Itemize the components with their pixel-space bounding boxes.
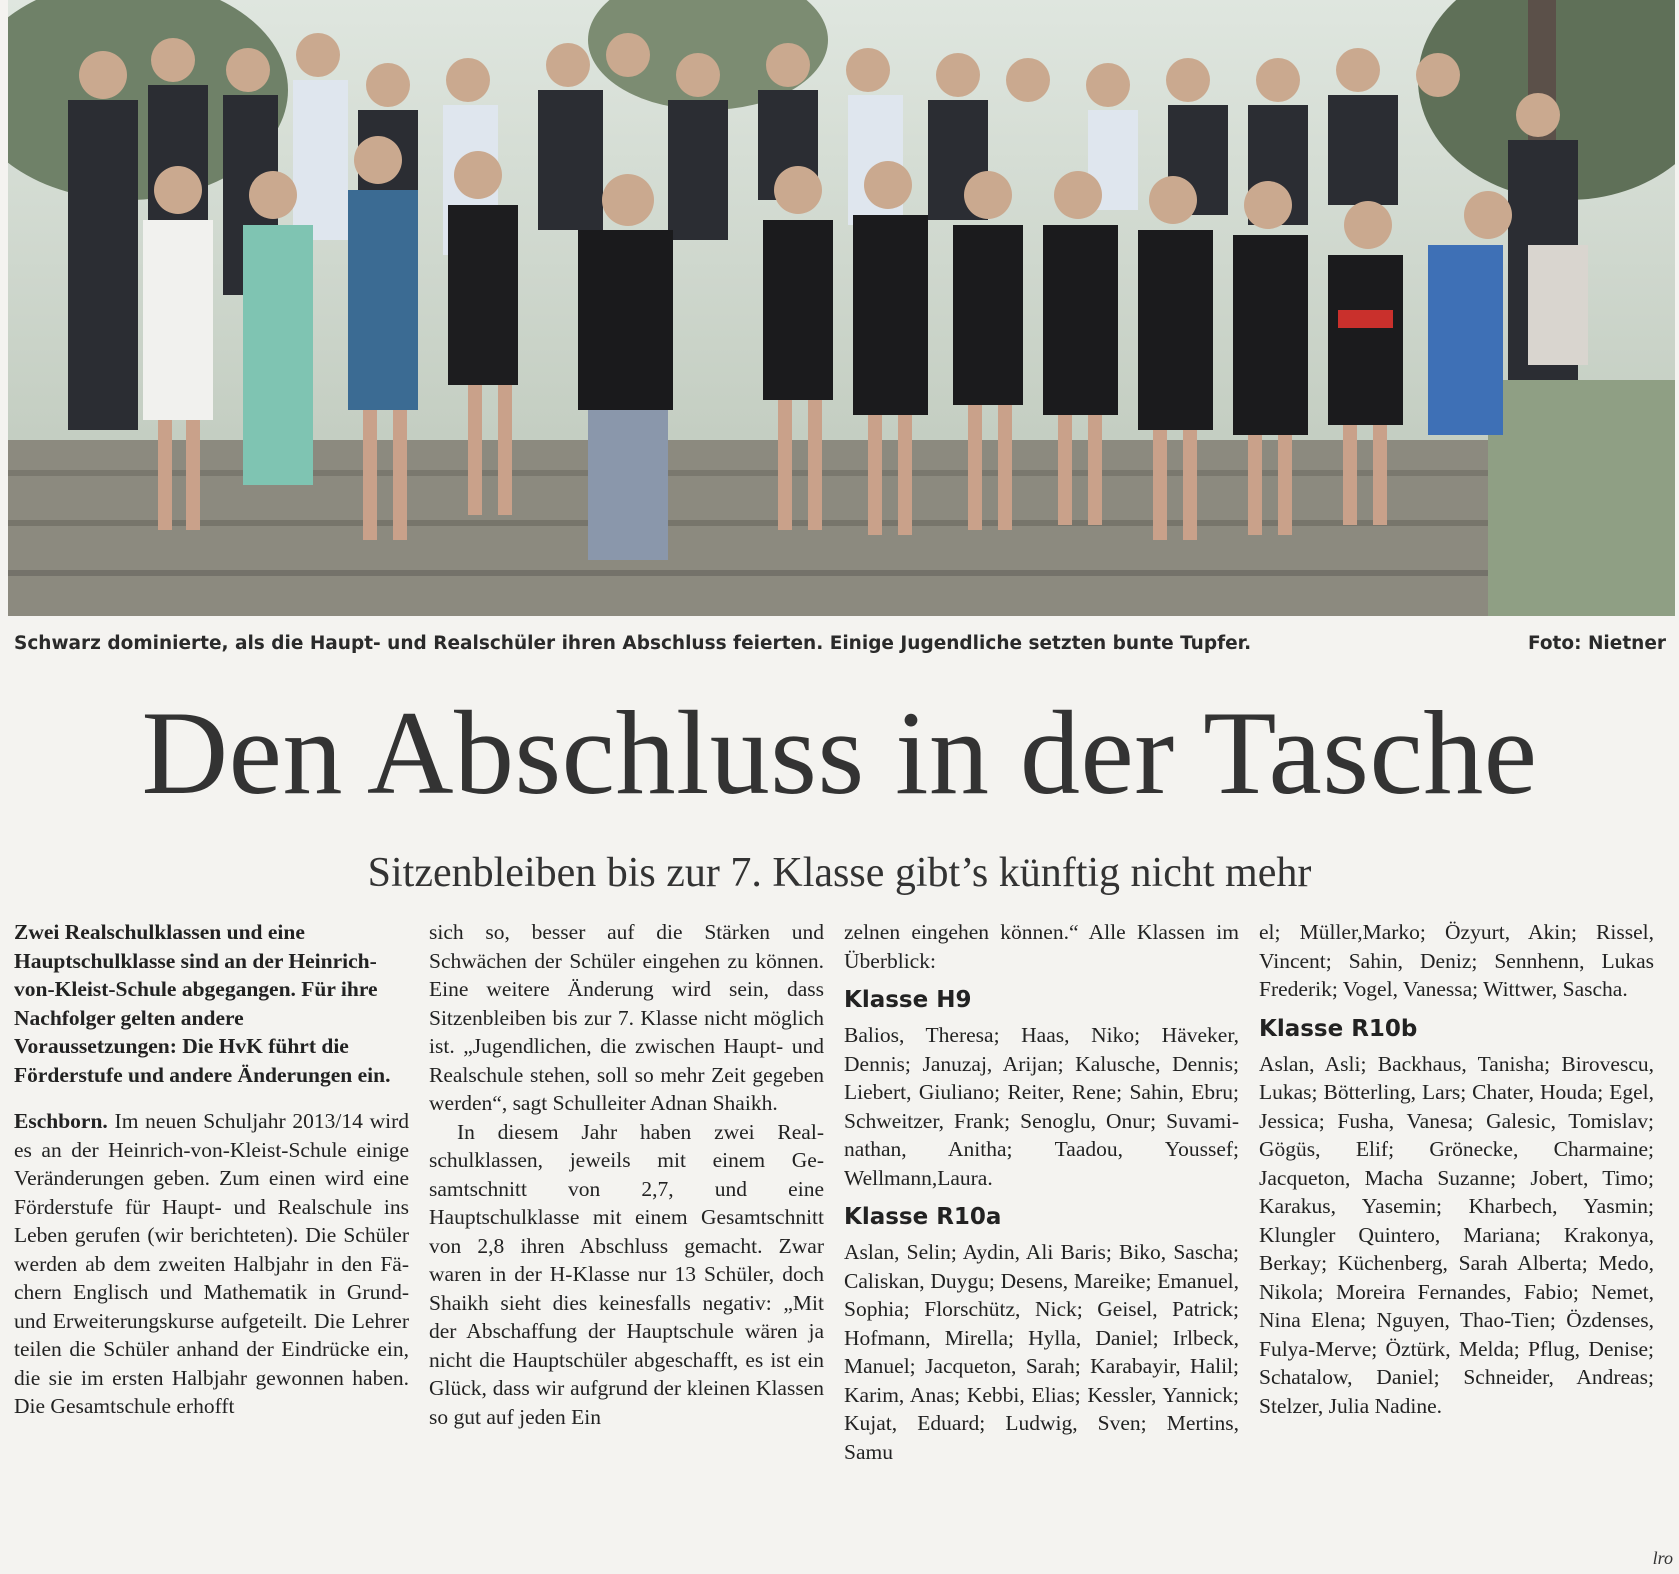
names-h9: Balios, Theresa; Haas, Niko; Häveker, Dennis; Januzaj, Arijan; Kalusche, Dennis; Liebert, Giuliano; Reiter, Rene; Sahin, Ebru; Schweitzer, Frank; Senoglu, Onur; Suvaminathan, Anitha; Taadou, Youssef; Wellmann,Laura. xyxy=(844,1023,1239,1190)
paragraph-3: In diesem Jahr haben zwei Realschulklassen, jeweils mit einem Gesamtschnitt von 2,7, und eine Hauptschulklasse mit einem Gesamtschnitt von 2,8 ihren Abschluss gemacht. Zwar waren in der H-Klasse nur 13 Schüler, doch Shaikh sieht dies keinesfalls negativ: „Mit der Abschaffung der Hauptschule wären ja nicht die Hauptschüler abgeschafft, es ist ein Glück, dass wir aufgrund der kleinen Klassen so gut auf jeden Ein xyxy=(429,1119,824,1429)
subheadline: Sitzenbleiben bis zur 7. Klasse gibt’s künftig nicht mehr xyxy=(367,850,1312,896)
group-photo-graduates-icon xyxy=(8,0,1675,616)
photo-caption xyxy=(14,630,1666,656)
column-2 xyxy=(429,918,824,1568)
group-photo xyxy=(8,0,1675,616)
dateline: Eschborn. xyxy=(14,1109,108,1133)
section-heading-r10a: Klasse R10a xyxy=(844,1204,1002,1230)
column-1 xyxy=(14,918,409,1568)
article-lead: Zwei Realschulklassen und eine Hauptschulklasse sind an der Heinrich-von-Kleist-Schule abgegangen. Für ihre Nachfolger gelten andere Voraussetzungen: Die HvK führt die Förderstufe und andere Änderungen ein. xyxy=(14,920,391,1087)
section-heading-h9: Klasse H9 xyxy=(844,987,972,1013)
section-heading-r10b: Klasse R10b xyxy=(1259,1015,1418,1042)
column-4 xyxy=(1259,918,1654,1568)
column-3 xyxy=(844,918,1239,1568)
names-r10a: Aslan, Selin; Aydin, Ali Baris; Biko, Sascha; Caliskan, Duygu; Desens, Mareike; Emanuel, Sophia; Florschütz, Nick; Geisel, Patrick; Hofmann, Mirella; Hylla, Daniel; Irlbeck, Manuel; Jacqueton, Sarah; Karabayir, Halil; Karim, Anas; Kebbi, Elias; Kessler, Yannick; Kujat, Eduard; Ludwig, Sven; Mertins, Samu xyxy=(844,1240,1239,1464)
paragraph-1 xyxy=(14,1107,409,1421)
paragraph-4: zelnen eingehen können.“ Alle Klassen im Überblick: xyxy=(844,920,1239,973)
names-r10a-continued: el; Müller,Marko; Özyurt, Akin; Rissel, Vincent; Sahin, Deniz; Sennhenn, Lukas Frederik; Vogel, Vanessa; Wittwer, Sascha. xyxy=(1259,920,1654,1001)
author-initials: lro xyxy=(1652,1548,1673,1568)
headline: Den Abschluss in der Tasche xyxy=(141,686,1538,819)
names-r10b: Aslan, Asli; Backhaus, Tanisha; Birovescu, Lukas; Bötterling, Lars; Chater, Houda; Egel, Jessica; Fusha, Vanesa; Galesic, Tomislav; Gögüs, Elif; Grönecke, Charmaine; Jacqueton, Macha Suzanne; Jobert, Timo; Karakus, Yasemin; Kharbech, Yasmin; Klungler Quintero, Mariana; Krakonya, Berkay; Küchenberg, Sarah Alberta; Medo, Nikola; Moreira Fernandes, Fabio; Nemet, Nina Elena; Nguyen, Thao-Tien; Özdenses, Fulya-Merve; Öztürk, Melda; Pflug, Denise; Schatalow, Daniel; Schneider, Andreas; Stelzer, Julia Nadine. xyxy=(1259,1051,1654,1418)
photo-credit: Foto: Nietner xyxy=(1527,632,1666,654)
caption-text: Schwarz dominierte, als die Haupt- und Realschüler ihren Abschluss feierten. Einige Jugendliche setzten bunte Tupfer. xyxy=(14,632,1252,654)
paragraph-1-text: Im neuen Schuljahr 2013/14 wird es an der Heinrich-von-Kleist-Schule einige Veränderungen geben. Zum einen wird eine Förderstufe für Haupt- und Realschule ins Leben gerufen (wir berichteten). Die Schüler werden ab dem zweiten Halbjahr in den Fächern Englisch und Mathematik in Grund- und Erweiterungskurse aufgeteilt. Die Lehrer teilen die Schüler anhand der Eindrücke ein, die sie im ersten Halbjahr gewonnen haben. Die Gesamtschule erhofft xyxy=(14,1109,409,1418)
paragraph-2: sich so, besser auf die Stärken und Schwächen der Schüler eingehen zu können. Eine weitere Änderung wird sein, dass Sitzenbleiben bis zur 7. Klasse nicht möglich ist. „Jugendlichen, die zwischen Haupt- und Realschule stehen, soll so mehr Zeit gegeben werden“, sagt Schulleiter Adnan Shaikh. xyxy=(429,920,824,1115)
article-body xyxy=(14,918,1674,1568)
